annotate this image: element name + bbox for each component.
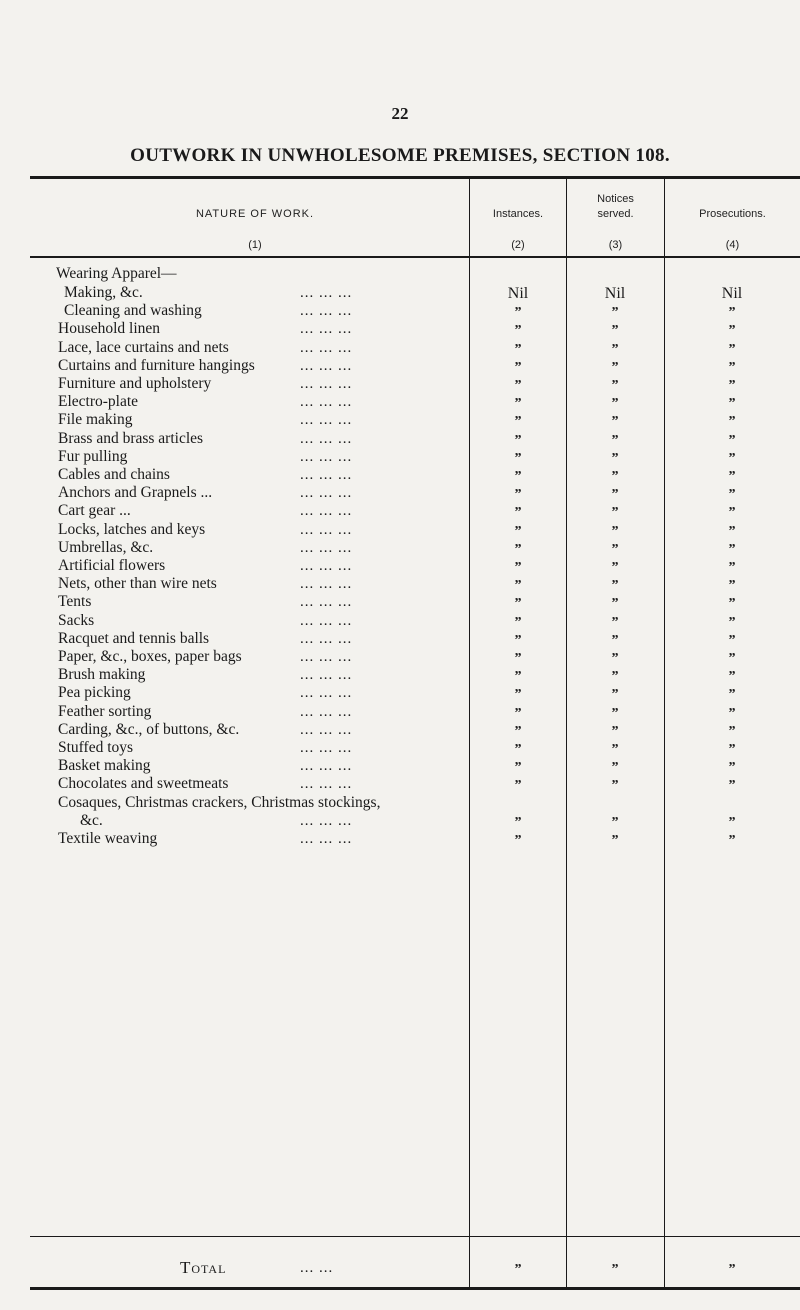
row-label: Paper, &c., boxes, paper bags — [58, 648, 242, 665]
total-top-rule — [30, 1236, 800, 1237]
cell-instances: ” — [514, 669, 522, 685]
cell-prosecutions: ” — [728, 469, 736, 484]
cell-instances: ” — [514, 596, 522, 612]
leader-dots: ... ... ... — [300, 285, 353, 301]
row-label: Fur pulling — [58, 447, 128, 465]
total-notices: ” — [611, 1262, 619, 1277]
cell-prosecutions: ” — [728, 760, 736, 776]
cell-notices: ” — [611, 705, 619, 721]
cell-notices: ” — [611, 505, 619, 521]
cell-notices: ” — [611, 614, 619, 630]
cell-notices: ” — [611, 378, 619, 393]
cell-notices: ” — [611, 414, 619, 430]
cell-prosecutions: ” — [728, 814, 736, 830]
group-heading: Wearing Apparel— — [56, 265, 177, 282]
cell-instances: ” — [514, 305, 522, 321]
row-label: Pea picking — [58, 684, 131, 702]
column-rule-3 — [664, 179, 665, 1287]
cell-notices: ” — [611, 723, 619, 739]
cell-notices: ” — [611, 687, 619, 703]
leader-dots: ... ... ... — [300, 303, 353, 320]
row-label: Cables and chains — [58, 466, 170, 483]
leader-dots: ... ... ... — [300, 703, 353, 720]
row-label: Tents — [58, 593, 92, 611]
cell-notices: ” — [611, 432, 619, 448]
row-label: Making, &c. — [64, 284, 143, 301]
row-label: &c. — [80, 811, 103, 829]
row-label: Nets, other than wire nets — [58, 575, 217, 593]
column-number-2: (2) — [511, 239, 525, 251]
column-number-3: (3) — [608, 239, 623, 251]
leader-dots: ... ... ... — [300, 521, 353, 538]
cell-prosecutions: ” — [728, 687, 736, 703]
cell-instances: ” — [514, 450, 522, 466]
cell-notices: ” — [611, 305, 619, 321]
row-label: Artificial flowers — [58, 557, 166, 574]
leader-dots: ... ... ... — [300, 594, 353, 611]
cell-instances: ” — [514, 560, 522, 575]
cell-notices: Nil — [604, 285, 626, 302]
column-header-3: Notices — [597, 193, 634, 205]
cell-instances: Nil — [507, 285, 529, 302]
cell-notices: ” — [611, 450, 619, 466]
leader-dots: ... ... — [300, 1260, 334, 1276]
leader-dots: ... ... ... — [300, 758, 353, 775]
cell-instances: ” — [514, 359, 522, 375]
cell-prosecutions: ” — [728, 833, 736, 848]
total-label: Total — [180, 1258, 227, 1277]
cell-notices: ” — [611, 323, 619, 339]
cell-notices: ” — [611, 632, 619, 648]
row-label: Curtains and furniture hangings — [58, 356, 255, 374]
cell-prosecutions: ” — [728, 432, 736, 448]
leader-dots: ... ... ... — [300, 685, 353, 702]
leader-dots: ... ... ... — [300, 485, 353, 502]
row-label: File making — [58, 411, 133, 429]
cell-notices: ” — [611, 523, 619, 539]
cell-notices: ” — [611, 669, 619, 685]
leader-dots: ... ... ... — [300, 467, 353, 483]
cell-instances: ” — [514, 414, 522, 430]
row-label: Textile weaving — [58, 830, 158, 847]
cell-notices: ” — [611, 560, 619, 575]
leader-dots: ... ... ... — [300, 539, 353, 556]
cell-prosecutions: ” — [728, 742, 736, 757]
row-label: Household linen — [58, 320, 161, 338]
leader-dots: ... ... ... — [300, 649, 353, 665]
cell-instances: ” — [514, 687, 522, 703]
column-number-4: (4) — [725, 239, 740, 251]
row-label: Brush making — [58, 666, 146, 684]
cell-notices: ” — [611, 341, 619, 357]
cell-instances: ” — [514, 833, 522, 848]
row-label: Locks, latches and keys — [58, 520, 206, 538]
cell-prosecutions: ” — [728, 487, 736, 503]
total-prosecutions: ” — [728, 1262, 736, 1277]
row-label: Cosaques, Christmas crackers, Christmas stockings, — [58, 793, 381, 811]
row-label: Stuffed toys — [58, 739, 134, 756]
cell-instances: ” — [514, 378, 522, 393]
column-header-4: Prosecutions. — [699, 208, 766, 220]
cell-instances: ” — [514, 705, 522, 721]
cell-instances: ” — [514, 760, 522, 776]
cell-notices: ” — [611, 596, 619, 612]
row-label: Basket making — [58, 757, 151, 775]
table-top-rule — [30, 176, 800, 179]
leader-dots: ... ... ... — [300, 430, 353, 447]
cell-prosecutions: ” — [728, 523, 736, 539]
cell-instances: ” — [514, 778, 522, 794]
cell-instances: ” — [514, 505, 522, 521]
column-header-1: NATURE OF WORK. — [195, 208, 315, 220]
cell-prosecutions: ” — [728, 723, 736, 739]
cell-notices: ” — [611, 814, 619, 830]
leader-dots: ... ... ... — [300, 812, 353, 829]
row-label: Anchors and Grapnels ... — [58, 484, 213, 502]
column-number-1: (1) — [248, 239, 262, 251]
leader-dots: ... ... ... — [300, 721, 353, 738]
leader-dots: ... ... ... — [300, 558, 353, 574]
row-label: Umbrellas, &c. — [58, 538, 154, 556]
cell-prosecutions: ” — [728, 341, 736, 357]
cell-prosecutions: ” — [728, 414, 736, 430]
cell-notices: ” — [611, 359, 619, 375]
cell-notices: ” — [611, 651, 619, 666]
total-instances: ” — [514, 1262, 522, 1277]
page-title: OUTWORK IN UNWHOLESOME PREMISES, SECTION 108. — [130, 145, 670, 166]
cell-prosecutions: ” — [728, 705, 736, 721]
cell-instances: ” — [514, 523, 522, 539]
cell-notices: ” — [611, 742, 619, 757]
cell-notices: ” — [611, 833, 619, 848]
cell-instances: ” — [514, 742, 522, 757]
row-label: Sacks — [58, 611, 95, 629]
leader-dots: ... ... ... — [300, 357, 353, 374]
cell-prosecutions: ” — [728, 541, 736, 557]
cell-notices: ” — [611, 578, 619, 594]
row-label: Carding, &c., of buttons, &c. — [58, 720, 240, 738]
row-label: Cart gear ... — [58, 502, 131, 520]
cell-prosecutions: ” — [728, 359, 736, 375]
cell-prosecutions: ” — [728, 450, 736, 466]
cell-prosecutions: ” — [728, 378, 736, 393]
cell-prosecutions: ” — [728, 778, 736, 794]
cell-prosecutions: ” — [728, 560, 736, 575]
cell-prosecutions: ” — [728, 305, 736, 321]
cell-prosecutions: ” — [728, 614, 736, 630]
leader-dots: ... ... ... — [300, 630, 353, 647]
cell-instances: ” — [514, 469, 522, 484]
leader-dots: ... ... ... — [300, 667, 353, 684]
cell-instances: ” — [514, 396, 522, 412]
leader-dots: ... ... ... — [300, 740, 353, 756]
leader-dots: ... ... ... — [300, 339, 353, 356]
leader-dots: ... ... ... — [300, 321, 353, 338]
cell-instances: ” — [514, 632, 522, 648]
leader-dots: ... ... ... — [300, 412, 353, 429]
cell-instances: ” — [514, 323, 522, 339]
cell-notices: ” — [611, 396, 619, 412]
row-label: Lace, lace curtains and nets — [58, 338, 229, 356]
cell-prosecutions: ” — [728, 596, 736, 612]
cell-instances: ” — [514, 614, 522, 630]
row-label: Cleaning and washing — [64, 302, 202, 320]
leader-dots: ... ... ... — [300, 576, 353, 593]
cell-prosecutions: ” — [728, 578, 736, 594]
table-bottom-rule — [30, 1287, 800, 1290]
row-label: Furniture and upholstery — [58, 375, 212, 392]
cell-prosecutions: ” — [728, 505, 736, 521]
cell-prosecutions: Nil — [721, 285, 743, 302]
cell-notices: ” — [611, 469, 619, 484]
cell-instances: ” — [514, 341, 522, 357]
cell-instances: ” — [514, 487, 522, 503]
row-label: Chocolates and sweetmeats — [58, 775, 229, 793]
cell-instances: ” — [514, 541, 522, 557]
cell-instances: ” — [514, 814, 522, 830]
leader-dots: ... ... ... — [300, 831, 353, 847]
leader-dots: ... ... ... — [300, 394, 353, 411]
leader-dots: ... ... ... — [300, 376, 353, 392]
column-rule-1 — [469, 179, 470, 1287]
column-rule-2 — [566, 179, 567, 1287]
cell-prosecutions: ” — [728, 669, 736, 685]
page-number: 22 — [391, 104, 409, 123]
column-header-3: served. — [597, 208, 634, 220]
cell-instances: ” — [514, 651, 522, 666]
leader-dots: ... ... ... — [300, 776, 353, 793]
row-label: Feather sorting — [58, 702, 152, 720]
cell-prosecutions: ” — [728, 651, 736, 666]
cell-instances: ” — [514, 723, 522, 739]
leader-dots: ... ... ... — [300, 503, 353, 520]
cell-prosecutions: ” — [728, 632, 736, 648]
cell-instances: ” — [514, 578, 522, 594]
cell-instances: ” — [514, 432, 522, 448]
row-label: Brass and brass articles — [58, 429, 204, 447]
row-label: Electro-plate — [58, 393, 139, 411]
cell-notices: ” — [611, 541, 619, 557]
cell-prosecutions: ” — [728, 396, 736, 412]
column-header-2: Instances. — [492, 208, 544, 220]
leader-dots: ... ... ... — [300, 612, 353, 629]
header-bottom-rule — [30, 256, 800, 258]
cell-prosecutions: ” — [728, 323, 736, 339]
row-label: Racquet and tennis balls — [58, 629, 210, 647]
cell-notices: ” — [611, 487, 619, 503]
leader-dots: ... ... ... — [300, 448, 353, 465]
cell-notices: ” — [611, 760, 619, 776]
cell-notices: ” — [611, 778, 619, 794]
